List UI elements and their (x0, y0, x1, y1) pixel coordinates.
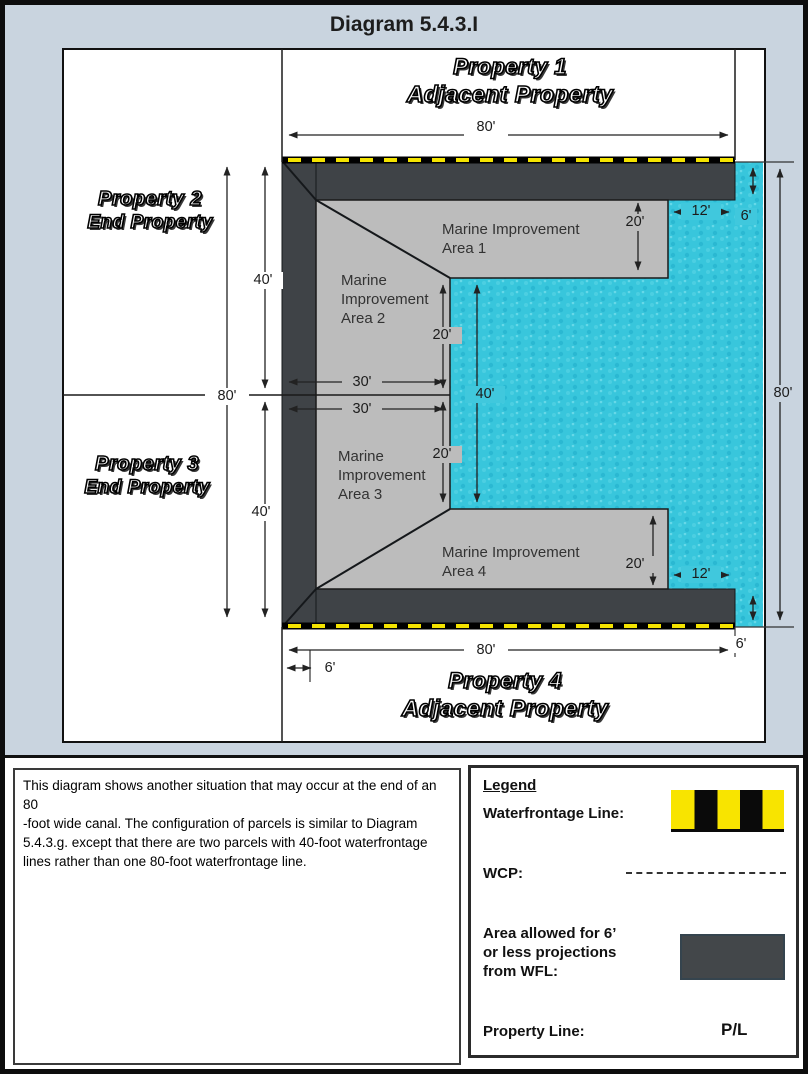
description-line: lines rather than one 80-foot waterfrontage line. (23, 854, 307, 869)
description-line: 5.4.3.g. except that there are two parcels with 40-foot waterfrontage (23, 835, 428, 850)
dim-mia4-depth: 20' (615, 556, 655, 573)
property-line-symbol: P/L (721, 1020, 748, 1039)
legend-waterfrontage-label: Waterfrontage Line: (483, 805, 625, 822)
dim-mia2-depth: 20' (422, 327, 462, 344)
legend-heading: Legend (483, 777, 537, 794)
dim-left-upper-parcel: 40' (243, 272, 283, 289)
dim-bottom-left-offset: 6' (317, 660, 343, 677)
dim-top-projection-depth: 6' (735, 208, 757, 225)
dim-mia3-depth: 20' (422, 446, 462, 463)
property4-label: Property 4 Adjacent Property (401, 668, 609, 721)
legend-wcp-label: WCP: (483, 865, 523, 882)
dim-left-lower-parcel: 40' (241, 504, 281, 521)
property1-label: Property 1 Adjacent Property (406, 54, 614, 107)
diagram-title: Diagram 5.4.3.I (329, 13, 479, 36)
property2-label: Property 2 End Property (87, 188, 213, 233)
dim-top-width: 80' (464, 119, 508, 136)
dim-mia1-depth: 20' (615, 214, 655, 231)
legend-projection-label: Area allowed for 6’ or less projections from WFL: (483, 925, 617, 980)
dim-bottom-width: 80' (464, 642, 508, 659)
legend-property-line-label: Property Line: (483, 1023, 585, 1040)
legend (468, 765, 799, 1058)
dim-top-projection-width: 12' (681, 203, 721, 220)
dim-bottom-projection-depth: 6' (730, 636, 752, 653)
dim-upper-setback: 30' (342, 374, 382, 391)
mia1-label: Marine Improvement Area 1 (442, 221, 580, 257)
mia4-label: Marine Improvement Area 4 (442, 544, 580, 580)
dim-water-width: 40' (465, 386, 505, 403)
wcp-dash-swatch (626, 872, 786, 874)
description-line: -foot wide canal. The configuration of parcels is similar to Diagram (23, 816, 418, 831)
description-line: This diagram shows another situation that may occur at the end of an 80 (23, 778, 437, 812)
dim-left-overall: 80' (205, 388, 249, 405)
dim-bottom-projection-width: 12' (681, 566, 721, 583)
mia2-label: Marine Improvement Area 2 (341, 272, 429, 327)
property3-label: Property 3 End Property (84, 453, 210, 498)
description-box (13, 768, 461, 1065)
waterfrontage-line-swatch (671, 790, 784, 832)
dim-lower-setback: 30' (342, 401, 382, 418)
dim-right-canal-width: 80' (767, 385, 799, 402)
mia3-label: Marine Improvement Area 3 (338, 448, 426, 503)
projection-area-swatch (680, 934, 785, 980)
